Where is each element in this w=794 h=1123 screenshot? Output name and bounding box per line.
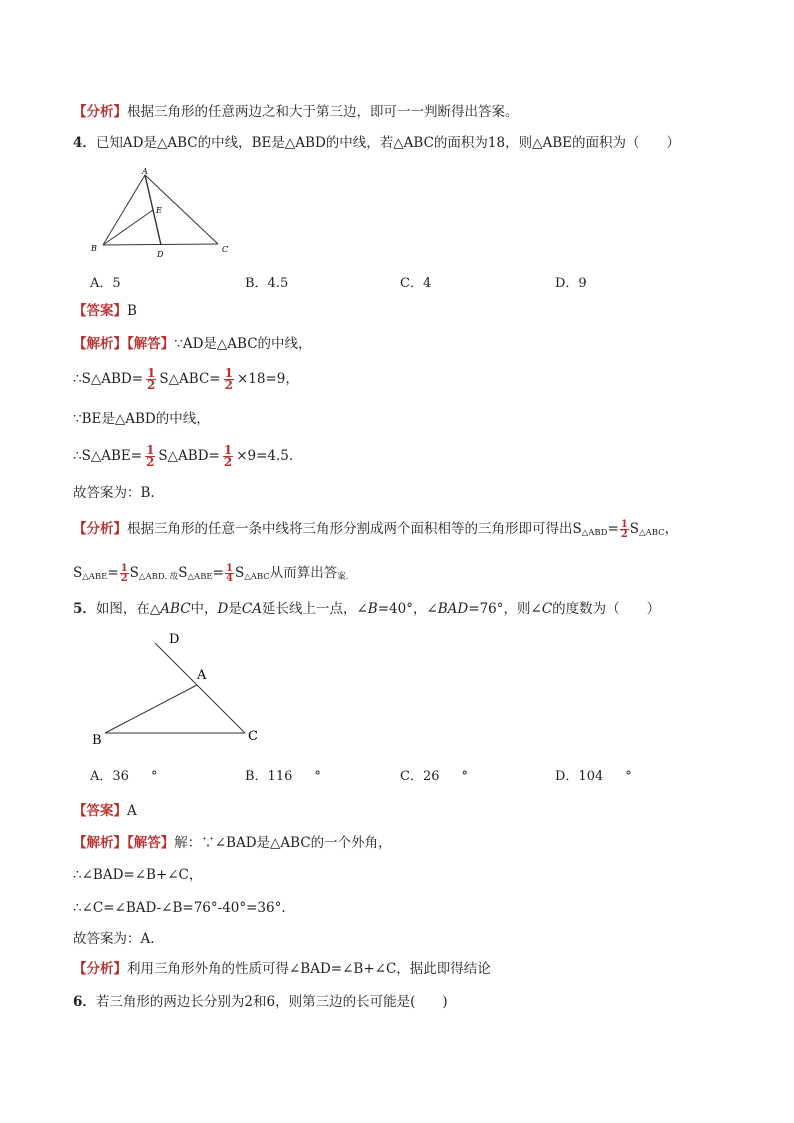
solution-line-2 (73, 368, 299, 391)
fraction-numerator: 1 (224, 366, 233, 380)
segment-ba (105, 685, 197, 733)
label-a: A (197, 668, 207, 683)
fraction-half (120, 564, 129, 583)
equals: = (607, 521, 619, 537)
analysis-line-q5 (73, 960, 491, 978)
solution-text: 故答案为：A. (73, 931, 155, 947)
line-dc (155, 643, 245, 733)
fraction-numerator: 1 (223, 443, 233, 457)
option-b[interactable] (245, 765, 321, 784)
equals: = (107, 565, 119, 581)
analysis-tag: 【分析】 (73, 521, 127, 537)
degree-symbol: ° (625, 769, 632, 784)
question-text: D (217, 601, 229, 617)
solution-line-3 (73, 410, 210, 428)
question-text: =40°， (377, 601, 427, 617)
solution-line-4 (73, 445, 293, 468)
area-symbol: S (234, 565, 245, 581)
fraction-denominator: 2 (120, 573, 128, 584)
answer-tag: 【答案】 (73, 303, 127, 319)
solution-text: ∴∠C=∠BAD-∠B=76°-40°=36°. (73, 900, 286, 916)
area-symbol: S (178, 565, 188, 581)
question-number: 6． (73, 994, 96, 1010)
analysis-line-q4 (73, 520, 678, 542)
option-label: D．104 (555, 769, 604, 784)
triangle-figure-q5 (85, 625, 275, 750)
fraction-numerator: 1 (146, 443, 155, 457)
solution-part: ×18=9， (236, 371, 299, 387)
question-text: 已知AD是△ABC的中线，BE是△ABD的中线，若△ABC的面积为18，则△ABE的面积为（ ） (95, 135, 680, 151)
fraction-denominator: 2 (147, 378, 156, 392)
fraction-half (146, 368, 156, 391)
analysis-line-q4-2 (73, 564, 348, 586)
option-b[interactable]: B．4.5 (245, 276, 289, 291)
question-number: 4． (73, 135, 96, 151)
label-b: B (91, 244, 97, 253)
fraction-denominator: 2 (224, 378, 233, 392)
fraction-denominator: 2 (620, 529, 628, 540)
question-text: 是 (228, 601, 242, 617)
label-a: A (142, 167, 148, 176)
option-d[interactable] (555, 765, 632, 784)
degree-symbol: ° (314, 769, 321, 784)
option-a[interactable] (90, 765, 157, 784)
analysis-text: 从而算出答 (269, 565, 338, 581)
fraction-denominator: 2 (146, 455, 155, 469)
answer-line (73, 802, 137, 820)
solution-text: 解：∵∠BAD是△ABC的一个外角， (174, 835, 392, 851)
question-text: 如图，在 (95, 601, 150, 617)
question-number: 5． (73, 601, 96, 617)
solution-text: ∵BE是△ABD的中线， (73, 411, 210, 427)
label-c: C (248, 729, 258, 744)
subscript: △ABD (581, 528, 608, 538)
fraction-denominator: 4 (225, 573, 233, 584)
area-symbol: S (572, 521, 582, 537)
solution-tag: 【解析】【解答】 (73, 835, 175, 851)
solution-line-1 (73, 335, 312, 353)
option-c[interactable] (400, 765, 468, 784)
equals: = (212, 565, 224, 581)
solution-tag: 【解析】【解答】 (73, 336, 175, 352)
question-text: 若三角形的两边长分别为2和6，则第三边的长可能是( ) (95, 994, 448, 1010)
analysis-line (73, 103, 519, 121)
answer-line (73, 302, 137, 320)
analysis-tag: 【分析】 (73, 104, 127, 120)
area-symbol: S (629, 521, 640, 537)
solution-line-1 (73, 834, 392, 852)
solution-line-3 (73, 899, 286, 917)
question-text: 延长线上一点， (261, 601, 357, 617)
median-be (103, 210, 153, 245)
answer-tag: 【答案】 (73, 803, 127, 819)
question-text: △ABC (149, 601, 191, 617)
solution-line-5 (73, 484, 155, 502)
area-symbol: S (73, 565, 83, 581)
label-c: C (222, 245, 229, 254)
subscript: △ABC (244, 572, 270, 582)
option-label: A．36 (90, 769, 129, 784)
solution-part: ∴S△ABD= (73, 371, 144, 387)
subscript: △ABD. 故 (138, 572, 179, 582)
analysis-tag: 【分析】 (73, 961, 127, 977)
fraction-quarter (225, 564, 234, 583)
solution-text: ∴∠BAD=∠B+∠C， (73, 867, 203, 883)
label-d: D (169, 632, 180, 647)
option-c[interactable]: C．4 (400, 276, 432, 291)
question-5 (73, 600, 660, 618)
solution-part: S△ABC= (159, 371, 221, 387)
label-d: D (157, 250, 164, 259)
question-4 (73, 134, 680, 152)
solution-line-2 (73, 866, 202, 884)
area-symbol: S (129, 565, 139, 581)
analysis-text: 根据三角形的任意一条中线将三角形分割成两个面积相等的三角形即可得出 (127, 521, 573, 537)
fraction-half (620, 520, 629, 539)
question-text: ∠BAD (426, 601, 469, 617)
question-text: ∠B (356, 601, 378, 617)
solution-part: S△ABD= (158, 448, 220, 464)
fraction-numerator: 1 (620, 519, 628, 530)
option-label: C．26 (400, 769, 440, 784)
fraction-numerator: 1 (120, 563, 128, 574)
fraction-numerator: 1 (147, 366, 156, 380)
solution-part: ∴S△ABE= (73, 448, 143, 464)
triangle-figure-q4 (85, 165, 245, 260)
fraction-half (145, 445, 155, 468)
solution-text: ∵AD是△ABC的中线， (174, 336, 312, 352)
fraction-denominator: 2 (223, 455, 233, 469)
option-a[interactable]: A．5 (90, 276, 121, 291)
question-text: ∠C (530, 601, 553, 617)
answer-value: B (127, 303, 137, 319)
solution-line-4 (73, 930, 155, 948)
solution-part: ×9=4.5. (236, 448, 294, 464)
question-text: CA (241, 601, 262, 617)
subscript: △ABE (82, 572, 108, 582)
question-text: 的度数为（ ） (552, 601, 661, 617)
segment-ab (103, 175, 145, 245)
label-e: E (156, 206, 162, 215)
degree-symbol: ° (150, 769, 158, 784)
comma: ， (664, 521, 679, 537)
solution-text: 故答案为：B. (73, 485, 155, 501)
fraction-half (223, 445, 233, 468)
question-text: 中， (190, 601, 218, 617)
answer-value: A (127, 803, 137, 819)
fraction-half (224, 368, 234, 391)
analysis-text: 案. (337, 572, 349, 582)
option-d[interactable]: D．9 (555, 276, 587, 291)
analysis-text: 利用三角形外角的性质可得∠BAD=∠B+∠C，据此即得结论 (127, 961, 491, 977)
question-text: =76°，则 (468, 601, 531, 617)
option-label: B．116 (245, 769, 293, 784)
fraction-numerator: 1 (225, 563, 233, 574)
label-b: B (92, 733, 102, 748)
degree-symbol: ° (461, 769, 468, 784)
subscript: △ABE (187, 572, 213, 582)
question-6 (73, 993, 448, 1011)
analysis-text: 根据三角形的任意两边之和大于第三边，即可一一判断得出答案。 (127, 104, 519, 120)
subscript: △ABC (639, 528, 665, 538)
